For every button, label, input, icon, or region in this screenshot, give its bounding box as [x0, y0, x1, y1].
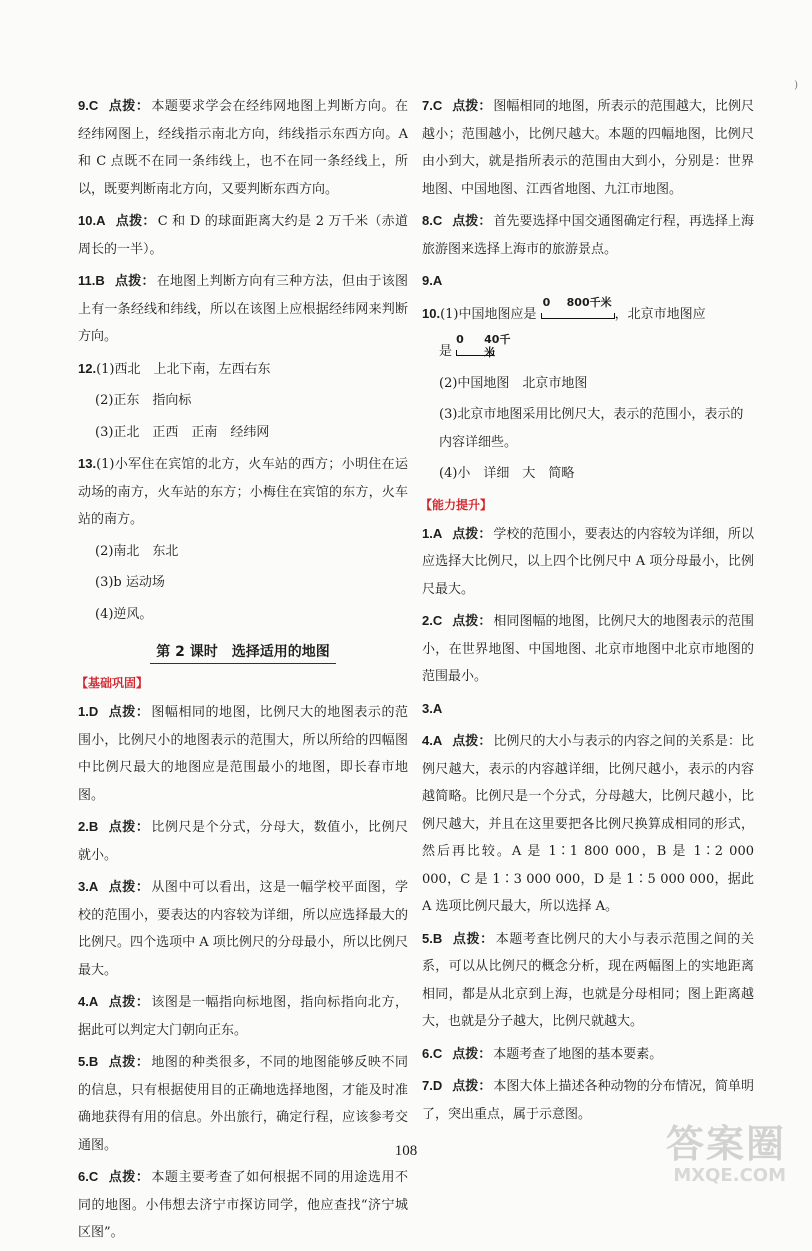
item-answer: C [432, 613, 443, 628]
answer-item [422, 207, 754, 263]
hint-text: 该图是一幅指向标地图，指向标指向北方，据此可以判定大门朝向正东。 [78, 995, 408, 1038]
item-number: 3. [78, 879, 89, 894]
hint-text: 本题要求学会在经纬网地图上判断方向。在经纬网图上，经线指示南北方向，纬线指示东西方向。A 和 C 点既不在同一条纬线上，也不在同一条经线上，所以，既要判断南北方向，又要判断东西方向。 [78, 99, 408, 197]
hint-text: 图幅相同的地图，比例尺大的地图表示的范围小，比例尺小的地图表示的范围大，所以所给的四幅图中比例尺最大的地图应是范围最小的地图，即长春市地图。 [78, 705, 408, 803]
hint-label: 点拨： [452, 1046, 492, 1062]
watermark-logo: 答案圈 MXQE.COM [665, 1122, 786, 1186]
item-answer: B [88, 819, 99, 834]
answer-line: (4)小 详细 大 简略 [439, 466, 575, 481]
hint-label: 点拨： [108, 995, 150, 1010]
answer-line: (3)北京市地图采用比例尺大，表示的范围小，表示的内容详细些。 [439, 407, 744, 450]
answer-line: (3)正北 正西 正南 经纬网 [95, 424, 270, 440]
item-answer: A [96, 213, 106, 228]
item-answer: A [432, 700, 443, 716]
hint-label: 点拨： [452, 931, 494, 947]
item-number: 4. [422, 733, 433, 748]
question-9: 9.A [422, 273, 443, 288]
hint-text: 本题主要考查了如何根据不同的用途选用不同的地图。小伟想去济宁市探访同学，他应查找“济宁城区图”。 [78, 1170, 408, 1240]
question-12: 12.(1)西北 上北下南，左西右东 [78, 360, 271, 377]
item-answer: C [88, 98, 99, 113]
item-number: 11. [78, 273, 96, 288]
answer-item [78, 813, 408, 869]
answer-line: (3)b 运动场 [95, 575, 165, 590]
answer-item [78, 1163, 408, 1247]
item-answer: D [432, 1078, 443, 1093]
hint-text: 比例尺的大小与表示的内容之间的关系是：比例尺越大，表示的内容越详细，比例尺越小，表示的内容越简略。比例尺是一个分式，分母越大，比例尺越小，比例尺越大，并且在这里要把各比例尺换算成相同的形式，然后再比较。A 是 1∶1 800 000，B 是 1∶2 000 000，C 是 1∶3 000 000，D 是 1∶5 000 000，据此 A 选项比例尺最大，所以选择 A。 [422, 734, 754, 914]
answer-item [422, 925, 754, 1036]
item-number: 7. [422, 98, 433, 113]
item-answer: B [95, 273, 105, 288]
hint-label: 点拨： [108, 1055, 150, 1070]
question-13: 13.(1)小军住在宾馆的北方，火车站的西方；小明住在运动场的南方，火车站的东方；小梅住在宾馆的东方，火车站的南方。 [78, 456, 408, 527]
item-number: 2. [78, 819, 89, 834]
answer-item [78, 698, 408, 809]
item-number: 10. [78, 213, 97, 228]
hint-label: 点拨： [452, 1079, 492, 1094]
hint-text: 地图的种类很多，不同的地图能够反映不同的信息，只有根据使用目的正确地选择地图，才能及时准确地获得有用的信息。外出旅行，确定行程，应该参考交通图。 [78, 1055, 408, 1153]
hint-label: 点拨： [452, 526, 492, 542]
answer-line: (2)中国地图 北京市地图 [439, 375, 588, 391]
item-answer: B [432, 930, 443, 946]
right-column [422, 92, 754, 1132]
hint-label: 点拨： [108, 99, 150, 114]
item-number: 1. [78, 704, 89, 719]
answer-item [422, 1040, 754, 1069]
section-tag-basic: 【基础巩固】 [76, 676, 149, 690]
item-number: 4. [78, 994, 89, 1009]
item-number: 5. [422, 930, 433, 946]
hint-text: 首先要选择中国交通图确定行程，再选择上海旅游图来选择上海市的旅游景点。 [422, 214, 754, 257]
item-answer: A [432, 733, 443, 748]
hint-text: 本图大体上描述各种动物的分布情况，简单明了，突出重点，属于示意图。 [422, 1079, 754, 1122]
hint-text: 学校的范围小，要表达的内容较为详细，所以应选择大比例尺，以上四个比例尺中 A 项分母最小，比例尺最大。 [422, 526, 754, 597]
question-10: 10.(1)中国地图应是 0 800千米 ，北京市地图应 [422, 295, 706, 322]
answer-item [78, 207, 408, 263]
answer-line: (2)正东 指向标 [95, 393, 192, 408]
item-number: 2. [422, 613, 433, 628]
question-10-line2: 是 0 40千米 [422, 332, 754, 366]
answer-item [422, 727, 754, 921]
margin-mark: ) [794, 80, 798, 91]
item-number: 6. [78, 1169, 89, 1184]
section-tag-advanced: 【能力提升】 [420, 497, 493, 512]
lesson-title: 第 2 课时 选择适用的地图 [78, 640, 408, 664]
hint-label: 点拨： [115, 214, 156, 229]
hint-label: 点拨： [108, 880, 150, 895]
item-answer: C [88, 1169, 99, 1184]
answer-line: (2)南北 东北 [95, 543, 179, 559]
item-answer: D [88, 704, 99, 719]
hint-label: 点拨： [452, 99, 492, 114]
hint-text: 在地图上判断方向有三种方法，但由于该图上有一条经线和纬线，所以在该图上应根据经纬网来判断方向。 [78, 274, 408, 344]
answer-item [422, 607, 754, 691]
item-answer: A [88, 879, 99, 894]
hint-label: 点拨： [108, 705, 150, 720]
answer-item [78, 92, 408, 203]
hint-text: 图幅相同的地图，所表示的范围越大，比例尺越小；范围越小，比例尺越大。本题的四幅地图，比例尺由小到大，就是指所表示的范围由大到小，分别是：世界地图、中国地图、江西省地图、九江市地图。 [422, 99, 754, 197]
answer-item [422, 695, 754, 724]
hint-text: 比例尺是个分式，分母大，数值小，比例尺就小。 [78, 820, 408, 863]
hint-label: 点拨： [452, 214, 492, 229]
answer-item [422, 92, 754, 203]
answer-item [78, 988, 408, 1044]
hint-text: C 和 D 的球面距离大约是 2 万千米（赤道周长的一半）。 [78, 214, 408, 257]
item-number: 3. [422, 700, 433, 716]
scale-bar-40km: 0 40千米 [456, 333, 511, 359]
item-answer: C [432, 1045, 443, 1061]
item-number: 1. [422, 525, 433, 541]
hint-label: 点拨： [108, 820, 150, 835]
answer-item [78, 267, 408, 351]
hint-label: 点拨： [114, 274, 155, 289]
item-answer: A [88, 994, 99, 1009]
hint-text: 相同图幅的地图，比例尺大的地图表示的范围小，在世界地图、中国地图、北京市地图中北京市地图的范围最小。 [422, 614, 754, 684]
answer-item [78, 873, 408, 984]
item-number: 8. [422, 213, 433, 228]
scale-bar-800km: 0 800千米 [541, 310, 615, 319]
item-number: 6. [422, 1045, 433, 1061]
answer-item [422, 1072, 754, 1128]
item-number: 5. [78, 1054, 89, 1069]
answer-item [422, 520, 754, 604]
item-answer: C [432, 213, 443, 228]
hint-text: 从图中可以看出，这是一幅学校平面图，学校的范围小，要表达的内容较为详细，所以应选择最大的比例尺。四个选项中 A 项比例尺的分母最小，所以比例尺最大。 [78, 880, 408, 978]
hint-label: 点拨： [452, 734, 492, 749]
item-answer: B [88, 1054, 99, 1069]
left-column [78, 92, 408, 1251]
page-number: 108 [394, 1143, 418, 1159]
item-answer: C [432, 98, 443, 113]
item-answer: A [432, 525, 443, 541]
item-number: 7. [422, 1078, 433, 1093]
hint-text: 本题考查比例尺的大小与表示范围之间的关系，可以从比例尺的概念分析，现在两幅图上的实地距离相同，都是从北京到上海，也就是分母相同；图上距离越大，也就是分子越大，比例尺就越大。 [422, 931, 754, 1029]
hint-label: 点拨： [108, 1170, 150, 1185]
hint-text: 本题考查了地图的基本要素。 [493, 1046, 663, 1062]
item-number: 9. [78, 98, 89, 113]
hint-label: 点拨： [452, 614, 492, 629]
answer-line: (4)逆风。 [95, 606, 153, 622]
